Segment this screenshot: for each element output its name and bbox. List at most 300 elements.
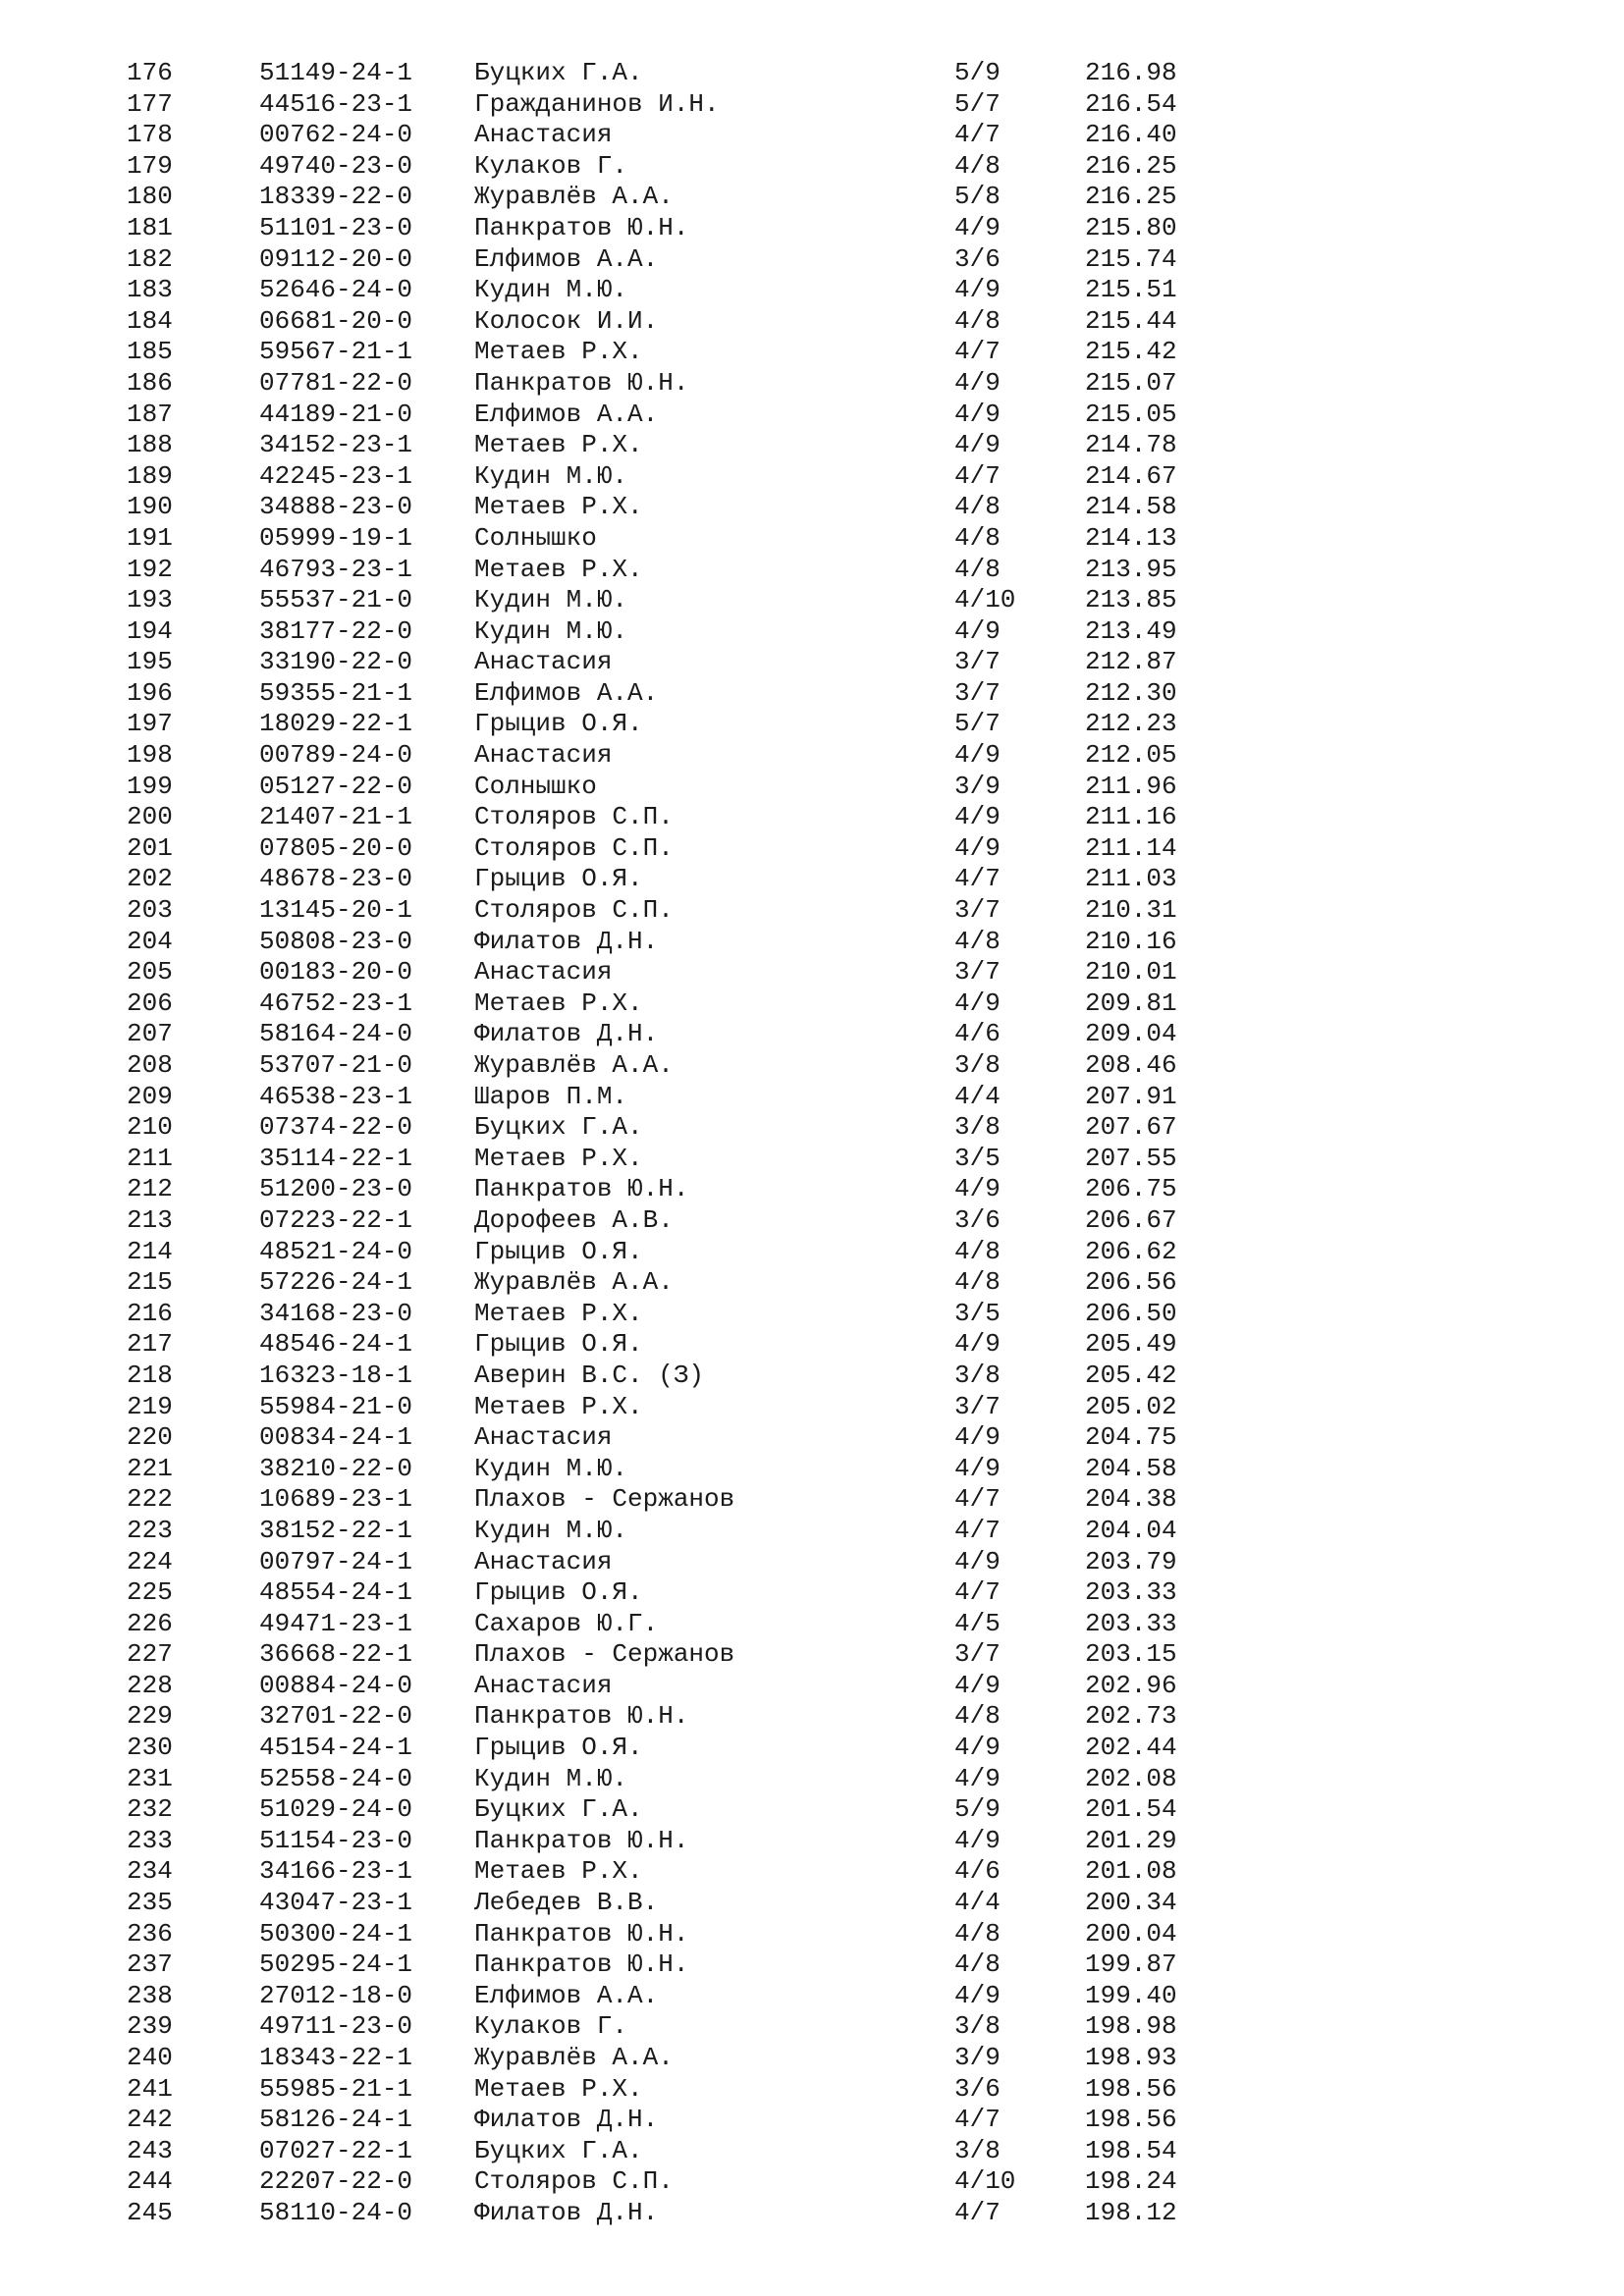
row-name: Метаев Р.Х. <box>474 1298 643 1328</box>
row-ratio: 4/8 <box>954 522 1001 553</box>
row-rank: 213 <box>127 1204 173 1235</box>
list-item <box>0 1050 1624 1082</box>
row-ratio: 3/6 <box>954 1204 1001 1235</box>
list-item <box>0 244 1624 276</box>
row-rank: 180 <box>127 182 173 212</box>
row-name: Буцких Г.А. <box>474 1112 643 1143</box>
row-rank: 243 <box>127 2135 173 2165</box>
list-item <box>0 647 1624 678</box>
list-item <box>0 1484 1624 1516</box>
row-name: Солнышко <box>474 522 597 553</box>
row-ratio: 4/8 <box>954 150 1001 181</box>
row-score: 212.30 <box>1085 677 1177 708</box>
row-ratio: 5/9 <box>954 1794 1001 1825</box>
list-item <box>0 1856 1624 1888</box>
row-rank: 201 <box>127 832 173 863</box>
row-ratio: 4/9 <box>954 430 1001 460</box>
row-ratio: 5/7 <box>954 709 1001 739</box>
list-item <box>0 1112 1624 1144</box>
row-name: Кудин М.Ю. <box>474 1763 628 1793</box>
row-name: Метаев Р.Х. <box>474 1143 643 1173</box>
list-item <box>0 1516 1624 1547</box>
row-id: 48546-24-1 <box>259 1329 413 1360</box>
row-id: 49740-23-0 <box>259 150 413 181</box>
list-item <box>0 1577 1624 1609</box>
row-name: Кудин М.Ю. <box>474 585 628 615</box>
row-id: 07374-22-0 <box>259 1112 413 1143</box>
row-ratio: 4/9 <box>954 1980 1001 2010</box>
row-name: Анастасия <box>474 1422 613 1453</box>
row-rank: 193 <box>127 585 173 615</box>
row-id: 46752-23-1 <box>259 988 413 1018</box>
row-id: 07027-22-1 <box>259 2135 413 2165</box>
list-item <box>0 400 1624 431</box>
list-item <box>0 337 1624 368</box>
row-id: 18339-22-0 <box>259 182 413 212</box>
row-id: 55984-21-0 <box>259 1391 413 1421</box>
row-name: Елфимов А.А. <box>474 677 659 708</box>
row-score: 207.55 <box>1085 1143 1177 1173</box>
row-score: 215.42 <box>1085 337 1177 367</box>
row-rank: 187 <box>127 399 173 429</box>
row-rank: 211 <box>127 1143 173 1173</box>
row-score: 215.05 <box>1085 399 1177 429</box>
list-item <box>0 1919 1624 1950</box>
list-item <box>0 957 1624 988</box>
row-score: 213.85 <box>1085 585 1177 615</box>
row-id: 34888-23-0 <box>259 492 413 522</box>
row-name: Солнышко <box>474 771 597 801</box>
list-item <box>0 802 1624 833</box>
row-score: 215.80 <box>1085 212 1177 242</box>
row-name: Журавлёв А.А. <box>474 182 674 212</box>
row-score: 206.50 <box>1085 1298 1177 1328</box>
row-score: 202.96 <box>1085 1670 1177 1700</box>
row-id: 50295-24-1 <box>259 1949 413 1980</box>
row-name: Филатов Д.Н. <box>474 926 659 956</box>
row-score: 198.56 <box>1085 2073 1177 2104</box>
list-item <box>0 678 1624 710</box>
row-rank: 207 <box>127 1019 173 1049</box>
row-rank: 224 <box>127 1546 173 1576</box>
row-name: Грыцив О.Я. <box>474 1733 643 1763</box>
row-name: Елфимов А.А. <box>474 1980 659 2010</box>
row-rank: 176 <box>127 58 173 87</box>
list-item <box>0 1949 1624 1981</box>
list-item <box>0 523 1624 555</box>
row-name: Столяров С.П. <box>474 802 674 832</box>
row-id: 10689-23-1 <box>259 1484 413 1515</box>
row-rank: 232 <box>127 1794 173 1825</box>
list-item <box>0 1267 1624 1299</box>
list-item <box>0 709 1624 740</box>
row-id: 09112-20-0 <box>259 243 413 274</box>
row-score: 206.67 <box>1085 1204 1177 1235</box>
row-rank: 194 <box>127 615 173 646</box>
row-score: 210.01 <box>1085 957 1177 988</box>
row-rank: 223 <box>127 1515 173 1545</box>
list-item <box>0 1981 1624 2012</box>
row-id: 33190-22-0 <box>259 647 413 677</box>
row-rank: 237 <box>127 1949 173 1980</box>
row-ratio: 4/9 <box>954 367 1001 398</box>
row-id: 55985-21-1 <box>259 2073 413 2104</box>
row-id: 05127-22-0 <box>259 771 413 801</box>
row-rank: 192 <box>127 554 173 584</box>
row-ratio: 3/7 <box>954 957 1001 988</box>
row-score: 201.08 <box>1085 1856 1177 1887</box>
row-score: 211.96 <box>1085 771 1177 801</box>
row-id: 51101-23-0 <box>259 212 413 242</box>
list-item <box>0 182 1624 213</box>
row-id: 51200-23-0 <box>259 1174 413 1204</box>
row-score: 198.54 <box>1085 2135 1177 2165</box>
list-item <box>0 120 1624 151</box>
row-ratio: 3/5 <box>954 1298 1001 1328</box>
row-ratio: 4/9 <box>954 615 1001 646</box>
row-score: 216.25 <box>1085 182 1177 212</box>
row-rank: 202 <box>127 864 173 894</box>
row-rank: 203 <box>127 895 173 926</box>
row-name: Филатов Д.Н. <box>474 2197 659 2227</box>
list-item <box>0 772 1624 803</box>
row-rank: 234 <box>127 1856 173 1887</box>
row-rank: 233 <box>127 1825 173 1855</box>
row-name: Столяров С.П. <box>474 832 674 863</box>
row-score: 210.16 <box>1085 926 1177 956</box>
list-item <box>0 2198 1624 2229</box>
row-ratio: 4/8 <box>954 305 1001 336</box>
row-id: 38177-22-0 <box>259 615 413 646</box>
row-name: Панкратов Ю.Н. <box>474 1174 689 1204</box>
list-item <box>0 461 1624 493</box>
row-name: Елфимов А.А. <box>474 399 659 429</box>
row-id: 07805-20-0 <box>259 832 413 863</box>
row-score: 215.51 <box>1085 275 1177 305</box>
row-name: Грыцив О.Я. <box>474 1329 643 1360</box>
row-id: 49471-23-1 <box>259 1608 413 1638</box>
row-name: Аверин В.С. (З) <box>474 1360 705 1390</box>
row-ratio: 4/8 <box>954 554 1001 584</box>
row-name: Панкратов Ю.Н. <box>474 1918 689 1949</box>
list-item <box>0 927 1624 958</box>
list-item <box>0 1639 1624 1671</box>
row-ratio: 3/6 <box>954 2073 1001 2104</box>
row-ratio: 4/9 <box>954 1763 1001 1793</box>
row-rank: 209 <box>127 1081 173 1111</box>
row-score: 203.33 <box>1085 1608 1177 1638</box>
row-id: 50808-23-0 <box>259 926 413 956</box>
row-rank: 222 <box>127 1484 173 1515</box>
row-score: 198.24 <box>1085 2166 1177 2197</box>
row-name: Метаев Р.Х. <box>474 988 643 1018</box>
row-id: 00789-24-0 <box>259 740 413 771</box>
row-score: 203.79 <box>1085 1546 1177 1576</box>
row-id: 07781-22-0 <box>259 367 413 398</box>
row-ratio: 4/9 <box>954 1825 1001 1855</box>
row-rank: 217 <box>127 1329 173 1360</box>
row-score: 200.04 <box>1085 1918 1177 1949</box>
row-id: 38152-22-1 <box>259 1515 413 1545</box>
row-score: 211.03 <box>1085 864 1177 894</box>
row-score: 205.49 <box>1085 1329 1177 1360</box>
row-name: Грыцив О.Я. <box>474 864 643 894</box>
row-rank: 186 <box>127 367 173 398</box>
row-name: Буцких Г.А. <box>474 1794 643 1825</box>
row-name: Грыцив О.Я. <box>474 1236 643 1266</box>
row-rank: 219 <box>127 1391 173 1421</box>
row-score: 208.46 <box>1085 1050 1177 1080</box>
row-score: 213.49 <box>1085 615 1177 646</box>
row-rank: 200 <box>127 802 173 832</box>
row-score: 200.34 <box>1085 1888 1177 1918</box>
row-score: 216.98 <box>1085 58 1177 87</box>
row-score: 204.38 <box>1085 1484 1177 1515</box>
list-item <box>0 1144 1624 1175</box>
row-rank: 225 <box>127 1577 173 1608</box>
row-ratio: 4/9 <box>954 1453 1001 1483</box>
list-item <box>0 1082 1624 1113</box>
row-id: 00183-20-0 <box>259 957 413 988</box>
row-ratio: 4/9 <box>954 740 1001 771</box>
row-rank: 220 <box>127 1422 173 1453</box>
row-name: Панкратов Ю.Н. <box>474 1701 689 1732</box>
list-item <box>0 1826 1624 1857</box>
row-rank: 177 <box>127 88 173 119</box>
row-rank: 205 <box>127 957 173 988</box>
row-id: 59567-21-1 <box>259 337 413 367</box>
row-id: 51149-24-1 <box>259 58 413 87</box>
row-name: Метаев Р.Х. <box>474 554 643 584</box>
row-rank: 236 <box>127 1918 173 1949</box>
row-name: Панкратов Ю.Н. <box>474 367 689 398</box>
row-name: Шаров П.М. <box>474 1081 628 1111</box>
row-ratio: 4/7 <box>954 460 1001 491</box>
row-rank: 227 <box>127 1639 173 1670</box>
row-score: 204.04 <box>1085 1515 1177 1545</box>
row-ratio: 4/8 <box>954 1267 1001 1298</box>
list-item <box>0 895 1624 927</box>
row-name: Филатов Д.Н. <box>474 1019 659 1049</box>
row-score: 199.87 <box>1085 1949 1177 1980</box>
row-score: 214.67 <box>1085 460 1177 491</box>
row-id: 34168-23-0 <box>259 1298 413 1328</box>
row-ratio: 3/9 <box>954 771 1001 801</box>
row-id: 34166-23-1 <box>259 1856 413 1887</box>
list-item <box>0 1422 1624 1454</box>
list-item <box>0 492 1624 523</box>
row-id: 53707-21-0 <box>259 1050 413 1080</box>
row-id: 07223-22-1 <box>259 1204 413 1235</box>
row-rank: 188 <box>127 430 173 460</box>
row-id: 44516-23-1 <box>259 88 413 119</box>
row-rank: 245 <box>127 2197 173 2227</box>
row-score: 198.98 <box>1085 2011 1177 2042</box>
row-score: 212.23 <box>1085 709 1177 739</box>
row-rank: 242 <box>127 2105 173 2135</box>
list-item <box>0 151 1624 183</box>
row-id: 22207-22-0 <box>259 2166 413 2197</box>
row-id: 48521-24-0 <box>259 1236 413 1266</box>
row-score: 206.75 <box>1085 1174 1177 1204</box>
row-name: Кудин М.Ю. <box>474 615 628 646</box>
list-item <box>0 1888 1624 1919</box>
row-ratio: 3/8 <box>954 1050 1001 1080</box>
row-rank: 238 <box>127 1980 173 2010</box>
row-name: Журавлёв А.А. <box>474 1267 674 1298</box>
row-id: 58164-24-0 <box>259 1019 413 1049</box>
row-ratio: 4/9 <box>954 212 1001 242</box>
row-name: Кудин М.Ю. <box>474 1515 628 1545</box>
row-id: 48554-24-1 <box>259 1577 413 1608</box>
row-score: 212.05 <box>1085 740 1177 771</box>
row-ratio: 3/7 <box>954 895 1001 926</box>
row-name: Метаев Р.Х. <box>474 337 643 367</box>
row-name: Метаев Р.Х. <box>474 2073 643 2104</box>
row-score: 207.91 <box>1085 1081 1177 1111</box>
row-name: Анастасия <box>474 957 613 988</box>
row-rank: 198 <box>127 740 173 771</box>
row-ratio: 4/7 <box>954 120 1001 150</box>
list-item <box>0 1392 1624 1423</box>
row-ratio: 4/9 <box>954 1174 1001 1204</box>
row-id: 06681-20-0 <box>259 305 413 336</box>
row-rank: 239 <box>127 2011 173 2042</box>
row-score: 213.95 <box>1085 554 1177 584</box>
row-id: 05999-19-1 <box>259 522 413 553</box>
list-item <box>0 1205 1624 1237</box>
list-item <box>0 1019 1624 1050</box>
row-ratio: 3/8 <box>954 2011 1001 2042</box>
row-ratio: 3/6 <box>954 243 1001 274</box>
row-id: 36668-22-1 <box>259 1639 413 1670</box>
row-score: 205.02 <box>1085 1391 1177 1421</box>
row-rank: 244 <box>127 2166 173 2197</box>
row-id: 27012-18-0 <box>259 1980 413 2010</box>
list-item <box>0 1794 1624 1826</box>
row-ratio: 4/7 <box>954 2105 1001 2135</box>
row-score: 215.74 <box>1085 243 1177 274</box>
row-ratio: 4/4 <box>954 1081 1001 1111</box>
row-score: 204.75 <box>1085 1422 1177 1453</box>
row-name: Журавлёв А.А. <box>474 2043 674 2072</box>
row-ratio: 4/6 <box>954 1019 1001 1049</box>
row-score: 212.87 <box>1085 647 1177 677</box>
row-name: Анастасия <box>474 1546 613 1576</box>
row-name: Грыцив О.Я. <box>474 709 643 739</box>
list-item <box>0 1454 1624 1485</box>
row-id: 16323-18-1 <box>259 1360 413 1390</box>
row-rank: 185 <box>127 337 173 367</box>
list-item <box>0 1174 1624 1205</box>
list-item <box>0 430 1624 461</box>
row-rank: 181 <box>127 212 173 242</box>
list-item <box>0 368 1624 400</box>
row-score: 202.08 <box>1085 1763 1177 1793</box>
row-ratio: 4/9 <box>954 399 1001 429</box>
list-item <box>0 2011 1624 2043</box>
row-rank: 191 <box>127 522 173 553</box>
row-ratio: 3/7 <box>954 1391 1001 1421</box>
row-id: 21407-21-1 <box>259 802 413 832</box>
row-rank: 206 <box>127 988 173 1018</box>
row-rank: 226 <box>127 1608 173 1638</box>
row-id: 18029-22-1 <box>259 709 413 739</box>
row-id: 00762-24-0 <box>259 120 413 150</box>
row-score: 206.56 <box>1085 1267 1177 1298</box>
row-id: 38210-22-0 <box>259 1453 413 1483</box>
row-name: Филатов Д.Н. <box>474 2105 659 2135</box>
row-rank: 196 <box>127 677 173 708</box>
row-ratio: 4/8 <box>954 1949 1001 1980</box>
list-item <box>0 1671 1624 1702</box>
row-id: 18343-22-1 <box>259 2043 413 2072</box>
list-item <box>0 1547 1624 1578</box>
row-id: 52558-24-0 <box>259 1763 413 1793</box>
row-name: Кудин М.Ю. <box>474 1453 628 1483</box>
row-id: 50300-24-1 <box>259 1918 413 1949</box>
row-id: 43047-23-1 <box>259 1888 413 1918</box>
row-rank: 199 <box>127 771 173 801</box>
list-item <box>0 2166 1624 2198</box>
row-rank: 195 <box>127 647 173 677</box>
list-item <box>0 616 1624 648</box>
row-name: Журавлёв А.А. <box>474 1050 674 1080</box>
row-ratio: 5/8 <box>954 182 1001 212</box>
row-id: 46793-23-1 <box>259 554 413 584</box>
row-rank: 214 <box>127 1236 173 1266</box>
row-score: 204.58 <box>1085 1453 1177 1483</box>
list-item <box>0 2136 1624 2167</box>
row-id: 42245-23-1 <box>259 460 413 491</box>
row-score: 199.40 <box>1085 1980 1177 2010</box>
row-rank: 178 <box>127 120 173 150</box>
list-item <box>0 864 1624 895</box>
row-ratio: 4/8 <box>954 1236 1001 1266</box>
row-rank: 240 <box>127 2043 173 2072</box>
list-item <box>0 1329 1624 1361</box>
row-score: 214.13 <box>1085 522 1177 553</box>
row-rank: 218 <box>127 1360 173 1390</box>
row-score: 198.12 <box>1085 2197 1177 2227</box>
row-rank: 182 <box>127 243 173 274</box>
row-score: 215.44 <box>1085 305 1177 336</box>
row-id: 51154-23-0 <box>259 1825 413 1855</box>
row-rank: 189 <box>127 460 173 491</box>
row-ratio: 3/9 <box>954 2043 1001 2072</box>
row-score: 201.54 <box>1085 1794 1177 1825</box>
row-id: 48678-23-0 <box>259 864 413 894</box>
row-ratio: 4/9 <box>954 1670 1001 1700</box>
list-item <box>0 213 1624 244</box>
row-ratio: 3/8 <box>954 1360 1001 1390</box>
row-ratio: 4/9 <box>954 1422 1001 1453</box>
row-id: 51029-24-0 <box>259 1794 413 1825</box>
row-rank: 204 <box>127 926 173 956</box>
row-name: Гражданинов И.Н. <box>474 88 720 119</box>
row-id: 00884-24-0 <box>259 1670 413 1700</box>
row-id: 49711-23-0 <box>259 2011 413 2042</box>
row-score: 203.33 <box>1085 1577 1177 1608</box>
row-ratio: 4/9 <box>954 988 1001 1018</box>
list-item <box>0 1609 1624 1640</box>
row-rank: 230 <box>127 1733 173 1763</box>
row-rank: 183 <box>127 275 173 305</box>
row-name: Столяров С.П. <box>474 2166 674 2197</box>
row-rank: 215 <box>127 1267 173 1298</box>
row-name: Кулаков Г. <box>474 2011 628 2042</box>
row-ratio: 4/9 <box>954 1546 1001 1576</box>
